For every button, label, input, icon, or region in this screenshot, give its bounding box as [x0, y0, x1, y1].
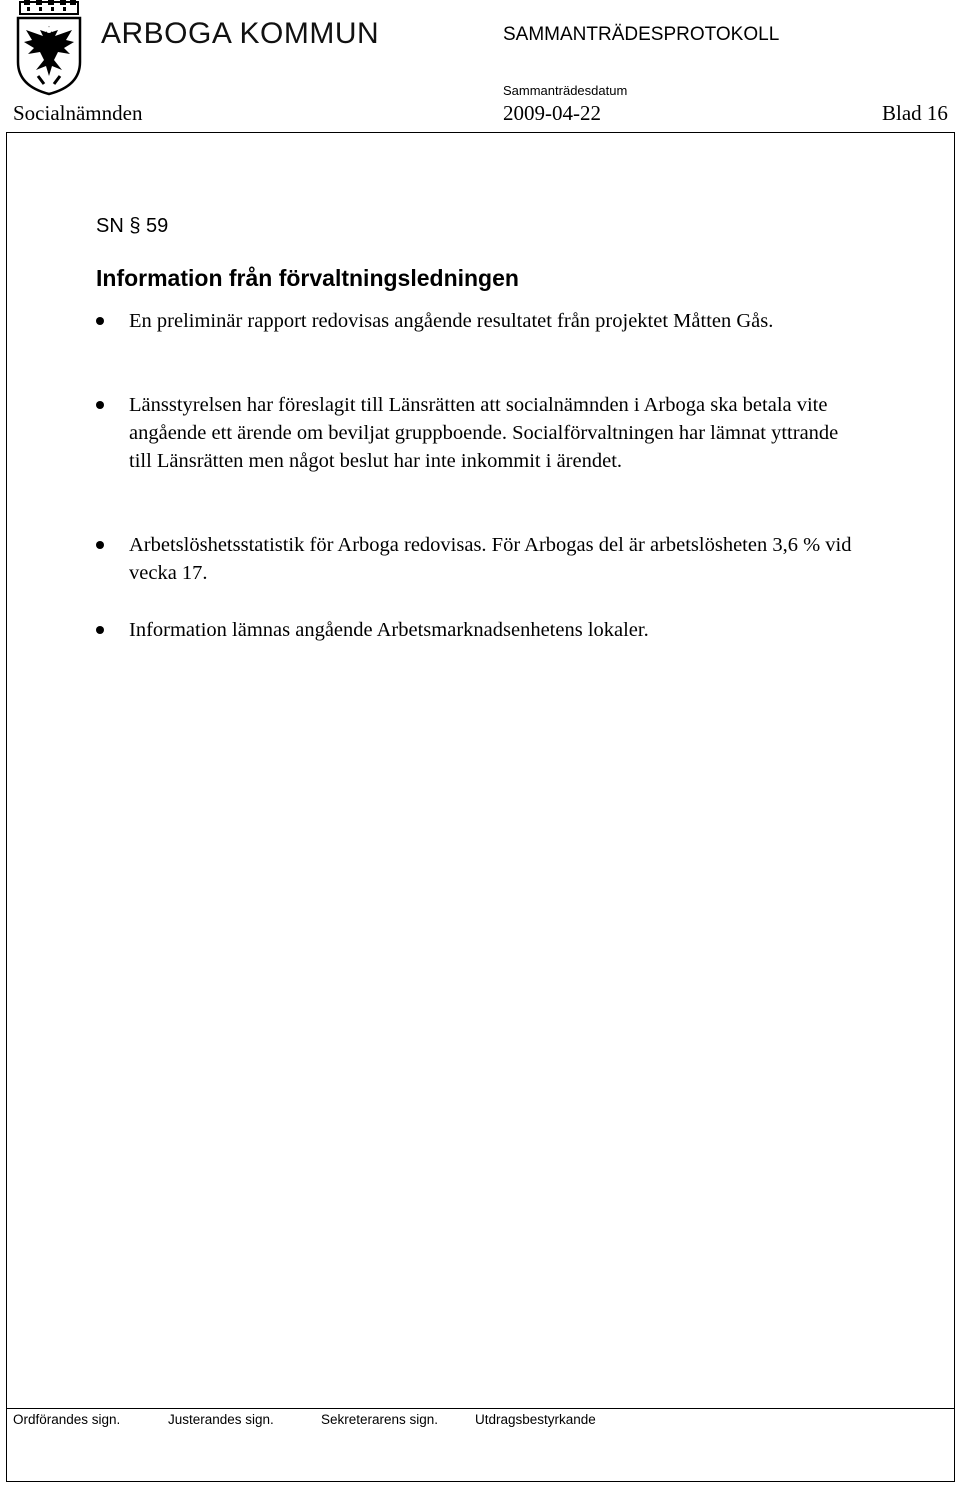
committee-name: Socialnämnden	[13, 101, 143, 125]
meeting-date-label: Sammanträdesdatum	[503, 83, 628, 98]
adjuster-signature-label: Justerandes sign.	[168, 1412, 274, 1427]
bullet-icon	[96, 626, 104, 634]
list-item-text: Arbetslöshetsstatistik för Arboga redovisas. För Arbogas del är arbetslösheten 3,6 % vid vecka 17.	[129, 534, 852, 584]
list-item	[96, 616, 856, 644]
list-item	[96, 531, 856, 587]
extract-certification-label: Utdragsbestyrkande	[475, 1412, 596, 1427]
document-type: SAMMANTRÄDESPROTOKOLL	[503, 24, 780, 45]
footer-divider	[6, 1408, 955, 1409]
bullet-icon	[96, 401, 104, 409]
bullet-icon	[96, 317, 104, 325]
sheet-number: Blad 16	[882, 101, 948, 125]
meeting-date: 2009-04-22	[503, 101, 601, 125]
section-heading: Information från förvaltningsledningen	[96, 265, 519, 291]
municipality-logo-text: ARBOGA KOMMUN	[101, 17, 380, 50]
list-item-text: En preliminär rapport redovisas angående resultatet från projektet Måtten Gås.	[129, 310, 774, 332]
list-item-text: Länsstyrelsen har föreslagit till Länsrätten att socialnämnden i Arboga ska betala vite angående ett ärende om beviljat gruppboende. Socialförvaltningen har lämnat yttrande till Länsrätten men något beslut har inte inkommit i ärendet.	[129, 394, 839, 472]
secretary-signature-label: Sekreterarens sign.	[321, 1412, 439, 1427]
list-item	[96, 391, 856, 475]
list-item-text: Information lämnas angående Arbetsmarknadsenhetens lokaler.	[129, 619, 649, 641]
chair-signature-label: Ordförandes sign.	[13, 1412, 121, 1427]
section-number: SN § 59	[96, 215, 169, 237]
list-item	[96, 307, 856, 335]
arboga-crest-icon	[14, 0, 84, 96]
bullet-icon	[96, 541, 104, 549]
